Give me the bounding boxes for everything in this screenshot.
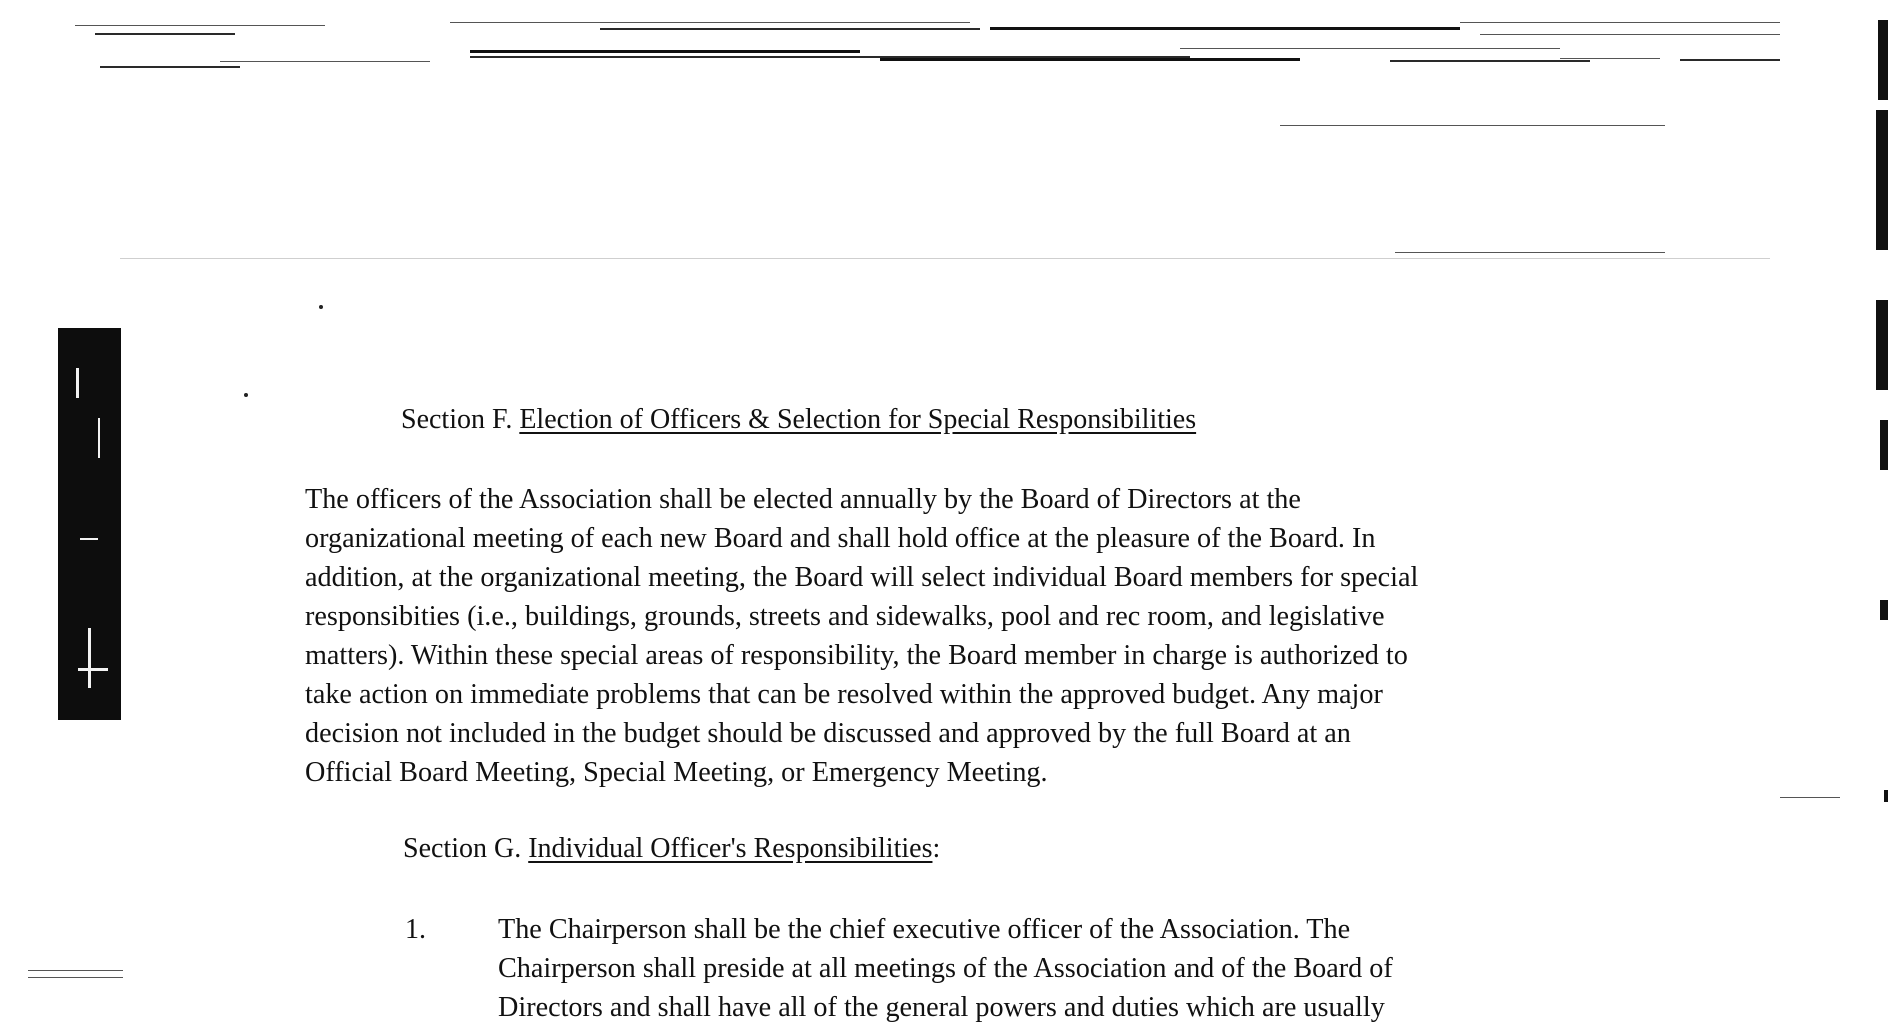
- paragraph-line: take action on immediate problems that can be resolved within the approved budget. Any major: [305, 679, 1383, 710]
- paragraph-line: Official Board Meeting, Special Meeting, or Emergency Meeting.: [305, 757, 1048, 788]
- paragraph-line: The officers of the Association shall be elected annually by the Board of Directors at the: [305, 484, 1301, 515]
- scan-speck: [319, 305, 323, 309]
- list-item-line: The Chairperson shall be the chief executive officer of the Association. The: [498, 914, 1351, 945]
- list-item-line: Chairperson shall preside at all meetings of the Association and of the Board of: [498, 953, 1393, 984]
- list-item-text: [498, 910, 1698, 1027]
- paragraph-line: organizational meeting of each new Board and shall hold office at the pleasure of the Board. In: [305, 523, 1376, 554]
- section-g-title: Individual Officer's Responsibilities: [528, 833, 933, 864]
- section-f-heading: [401, 403, 1196, 437]
- list-item-number: 1.: [405, 914, 426, 945]
- paragraph-line: decision not included in the budget should be discussed and approved by the full Board at an: [305, 718, 1351, 749]
- scan-artifact-right-edge: [1874, 0, 1888, 1000]
- paragraph-line: responsibities (i.e., buildings, grounds, streets and sidewalks, pool and rec room, and legislative: [305, 601, 1385, 632]
- section-g-heading: [403, 832, 940, 866]
- section-g-label: Section G.: [403, 833, 522, 864]
- paragraph-line: addition, at the organizational meeting, the Board will select individual Board members for special: [305, 562, 1419, 593]
- section-f-title: Election of Officers & Selection for Special Responsibilities: [519, 404, 1197, 435]
- section-g-colon: :: [932, 833, 941, 864]
- paragraph-line: matters). Within these special areas of responsibility, the Board member in charge is authorized to: [305, 640, 1408, 671]
- received-stamp: [58, 328, 121, 720]
- list-item-line: Directors and shall have all of the general powers and duties which are usually: [498, 992, 1385, 1023]
- section-f-label: Section F.: [401, 404, 513, 435]
- section-f-paragraph: [305, 480, 1595, 792]
- scan-speck: [244, 393, 248, 397]
